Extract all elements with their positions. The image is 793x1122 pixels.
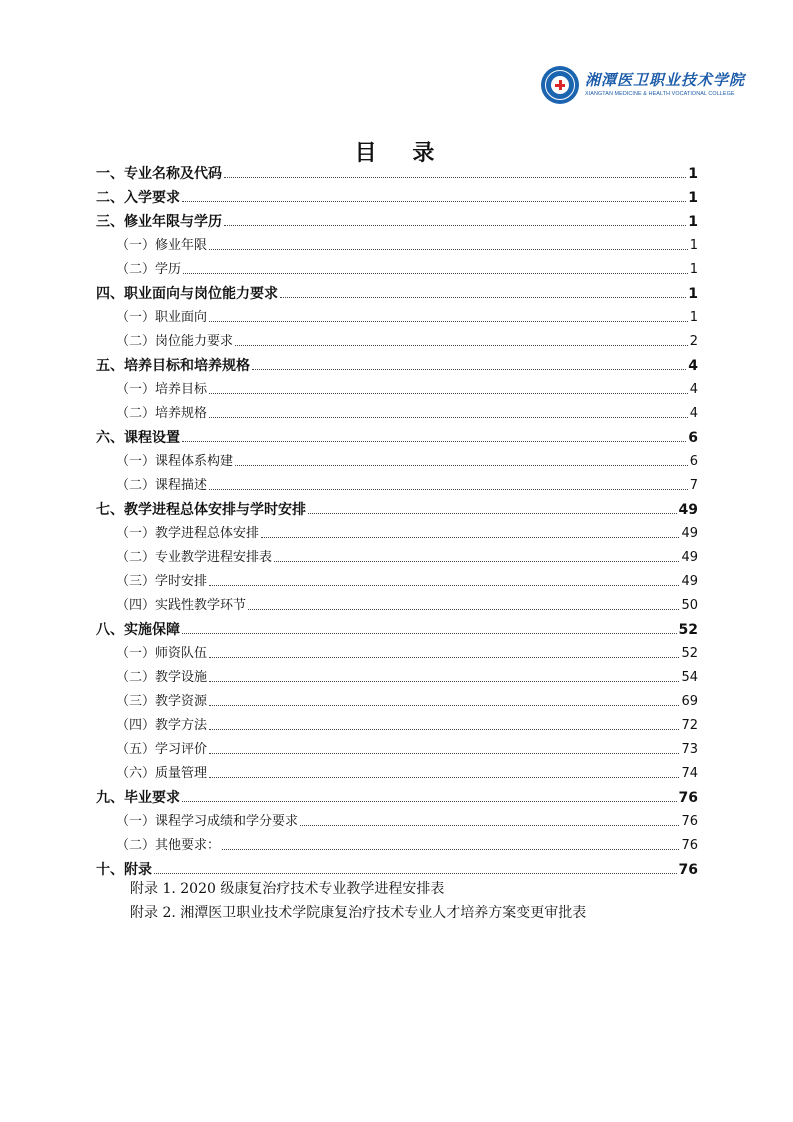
toc-dot-leader [182, 200, 686, 202]
toc-chapter-entry[interactable] [96, 206, 698, 230]
toc-dot-leader [209, 776, 679, 778]
toc-section-entry[interactable] [96, 758, 698, 782]
toc-dot-leader [209, 248, 688, 250]
toc-dot-leader [209, 728, 679, 730]
toc-entry-page-number: 76 [681, 838, 698, 853]
toc-section-entry[interactable] [96, 518, 698, 542]
toc-entry-label: 五、培养目标和培养规格 [96, 358, 250, 374]
toc-entry-label: 十、附录 [96, 862, 152, 878]
toc-dot-leader [182, 440, 686, 442]
toc-entry-page-number: 50 [681, 598, 698, 613]
toc-entry-label: 三、修业年限与学历 [96, 214, 222, 230]
toc-entry-label: （三）教学资源 [116, 694, 208, 709]
table-of-contents [96, 158, 698, 878]
toc-entry-label: （二）教学设施 [116, 670, 208, 685]
toc-entry-label: （一）职业面向 [116, 310, 208, 325]
toc-section-entry[interactable] [96, 470, 698, 494]
toc-section-entry[interactable] [96, 830, 698, 854]
toc-entry-label: 九、毕业要求 [96, 790, 180, 806]
toc-entry-page-number: 52 [681, 646, 698, 661]
toc-entry-label: 一、专业名称及代码 [96, 166, 222, 182]
toc-chapter-entry[interactable] [96, 350, 698, 374]
toc-entry-page-number: 49 [681, 550, 698, 565]
toc-entry-label: 八、实施保障 [96, 622, 180, 638]
toc-entry-page-number: 74 [681, 766, 698, 781]
toc-entry-label: 七、教学进程总体安排与学时安排 [96, 502, 306, 518]
toc-entry-page-number: 6 [688, 430, 698, 446]
toc-section-entry[interactable] [96, 446, 698, 470]
toc-dot-leader [183, 272, 688, 274]
toc-dot-leader [182, 632, 677, 634]
toc-dot-leader [300, 824, 679, 826]
toc-dot-leader [224, 176, 686, 178]
toc-dot-leader [274, 560, 679, 562]
toc-chapter-entry[interactable] [96, 278, 698, 302]
toc-entry-label: （五）学习评价 [116, 742, 208, 757]
toc-entry-page-number: 7 [689, 478, 698, 493]
college-name-en: XIANGTAN MEDICINE & HEALTH VOCATIONAL COLLEGE [585, 91, 735, 97]
toc-entry-page-number: 76 [678, 790, 698, 806]
college-emblem-icon [541, 66, 579, 104]
toc-entry-page-number: 73 [681, 742, 698, 757]
toc-entry-label: （一）师资队伍 [116, 646, 208, 661]
toc-dot-leader [248, 608, 679, 610]
toc-section-entry[interactable] [96, 398, 698, 422]
toc-chapter-entry[interactable] [96, 854, 698, 878]
toc-chapter-entry[interactable] [96, 782, 698, 806]
toc-dot-leader [209, 680, 679, 682]
college-logo [541, 66, 746, 106]
toc-entry-page-number: 4 [689, 382, 698, 397]
toc-dot-leader [209, 320, 688, 322]
toc-entry-page-number: 52 [678, 622, 698, 638]
appendix-item-1: 附录 1. 2020 级康复治疗技术专业教学进程安排表 [130, 881, 445, 897]
toc-dot-leader [209, 488, 688, 490]
toc-entry-page-number: 1 [689, 262, 698, 277]
toc-entry-page-number: 1 [689, 310, 698, 325]
toc-entry-page-number: 49 [681, 526, 698, 541]
toc-entry-label: （二）专业教学进程安排表 [116, 550, 273, 565]
toc-entry-page-number: 4 [689, 406, 698, 421]
toc-entry-label: （一）教学进程总体安排 [116, 526, 260, 541]
toc-entry-label: （二）培养规格 [116, 406, 208, 421]
toc-entry-label: 四、职业面向与岗位能力要求 [96, 286, 278, 302]
toc-dot-leader [209, 416, 688, 418]
toc-dot-leader [209, 656, 679, 658]
toc-entry-page-number: 1 [688, 214, 698, 230]
toc-entry-page-number: 76 [681, 814, 698, 829]
toc-dot-leader [235, 344, 688, 346]
toc-entry-page-number: 2 [689, 334, 698, 349]
toc-entry-label: （二）其他要求： [116, 838, 221, 853]
toc-chapter-entry[interactable] [96, 158, 698, 182]
toc-dot-leader [182, 800, 677, 802]
toc-entry-page-number: 69 [681, 694, 698, 709]
toc-entry-label: 二、入学要求 [96, 190, 180, 206]
toc-entry-page-number: 54 [681, 670, 698, 685]
toc-entry-label: （一）课程体系构建 [116, 454, 234, 469]
toc-entry-page-number: 76 [678, 862, 698, 878]
toc-chapter-entry[interactable] [96, 182, 698, 206]
toc-entry-label: （二）课程描述 [116, 478, 208, 493]
toc-entry-label: （四）实践性教学环节 [116, 598, 247, 613]
toc-entry-label: 六、课程设置 [96, 430, 180, 446]
toc-entry-page-number: 4 [688, 358, 698, 374]
toc-entry-label: （二）学历 [116, 262, 182, 277]
toc-entry-label: （二）岗位能力要求 [116, 334, 234, 349]
toc-entry-page-number: 6 [689, 454, 698, 469]
toc-entry-label: （一）课程学习成绩和学分要求 [116, 814, 299, 829]
toc-dot-leader [209, 752, 679, 754]
toc-dot-leader [261, 536, 679, 538]
toc-entry-page-number: 1 [688, 286, 698, 302]
toc-entry-page-number: 49 [681, 574, 698, 589]
toc-section-entry[interactable] [96, 542, 698, 566]
toc-entry-page-number: 1 [689, 238, 698, 253]
toc-entry-page-number: 72 [681, 718, 698, 733]
toc-section-entry[interactable] [96, 638, 698, 662]
toc-dot-leader [209, 584, 679, 586]
toc-entry-label: （三）学时安排 [116, 574, 208, 589]
toc-section-entry[interactable] [96, 566, 698, 590]
toc-chapter-entry[interactable] [96, 614, 698, 638]
toc-chapter-entry[interactable] [96, 422, 698, 446]
toc-dot-leader [154, 872, 677, 874]
toc-section-entry[interactable] [96, 326, 698, 350]
toc-entry-label: （四）教学方法 [116, 718, 208, 733]
toc-dot-leader [235, 464, 688, 466]
toc-dot-leader [280, 296, 686, 298]
toc-entry-label: （六）质量管理 [116, 766, 208, 781]
toc-entry-page-number: 49 [678, 502, 698, 518]
toc-dot-leader [308, 512, 677, 514]
toc-section-entry[interactable] [96, 374, 698, 398]
toc-dot-leader [209, 392, 688, 394]
toc-section-entry[interactable] [96, 710, 698, 734]
toc-section-entry[interactable] [96, 662, 698, 686]
toc-entry-page-number: 1 [688, 190, 698, 206]
toc-section-entry[interactable] [96, 686, 698, 710]
page-title: 目 录 [354, 141, 449, 166]
toc-dot-leader [252, 368, 686, 370]
toc-entry-page-number: 1 [688, 166, 698, 182]
toc-chapter-entry[interactable] [96, 494, 698, 518]
toc-section-entry[interactable] [96, 254, 698, 278]
toc-section-entry[interactable] [96, 590, 698, 614]
appendix-item-2: 附录 2. 湘潭医卫职业技术学院康复治疗技术专业人才培养方案变更审批表 [130, 905, 587, 921]
toc-entry-label: （一）修业年限 [116, 238, 208, 253]
toc-section-entry[interactable] [96, 806, 698, 830]
toc-dot-leader [224, 224, 686, 226]
college-name-cn: 湘潭医卫职业技术学院 [585, 71, 746, 89]
toc-section-entry[interactable] [96, 734, 698, 758]
toc-entry-label: （一）培养目标 [116, 382, 208, 397]
toc-dot-leader [222, 848, 679, 850]
toc-section-entry[interactable] [96, 302, 698, 326]
toc-dot-leader [209, 704, 679, 706]
toc-section-entry[interactable] [96, 230, 698, 254]
